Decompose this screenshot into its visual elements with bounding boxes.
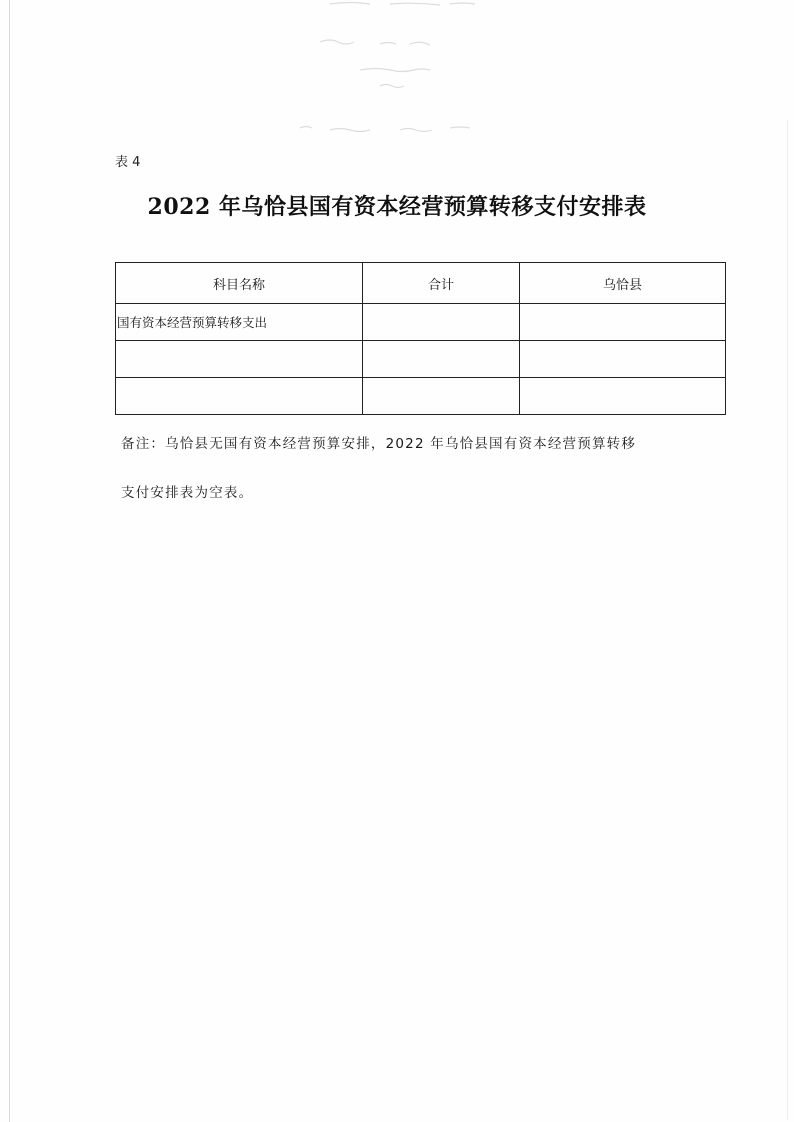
table-cell-county — [520, 378, 726, 415]
table-cell-total — [363, 304, 520, 341]
column-header-total: 合计 — [363, 263, 520, 304]
column-header-item-name: 科目名称 — [116, 263, 363, 304]
table-row — [116, 304, 726, 341]
remark-text-continued: 支付安排表为空表。 — [121, 485, 254, 501]
table-cell-item: 国有资本经营预算转移支出 — [116, 304, 363, 341]
table-cell-item — [116, 341, 363, 378]
budget-table — [115, 262, 726, 415]
table-row — [116, 341, 726, 378]
column-header-county: 乌恰县 — [520, 263, 726, 304]
table-cell-county — [520, 341, 726, 378]
table-number-label: 表 4 — [115, 155, 141, 170]
table-cell-total — [363, 378, 520, 415]
page-title: 2022 年乌恰县国有资本经营预算转移支付安排表 — [147, 194, 647, 220]
bleed-through-marks — [290, 0, 530, 140]
table-header-row — [116, 263, 726, 304]
table-row — [116, 378, 726, 415]
scan-edge — [787, 120, 788, 1120]
table-cell-county — [520, 304, 726, 341]
table-cell-item — [116, 378, 363, 415]
remark-text: 备注：乌恰县无国有资本经营预算安排，2022 年乌恰县国有资本经营预算转移 — [121, 436, 637, 452]
scan-edge — [9, 0, 10, 1122]
table-cell-total — [363, 341, 520, 378]
